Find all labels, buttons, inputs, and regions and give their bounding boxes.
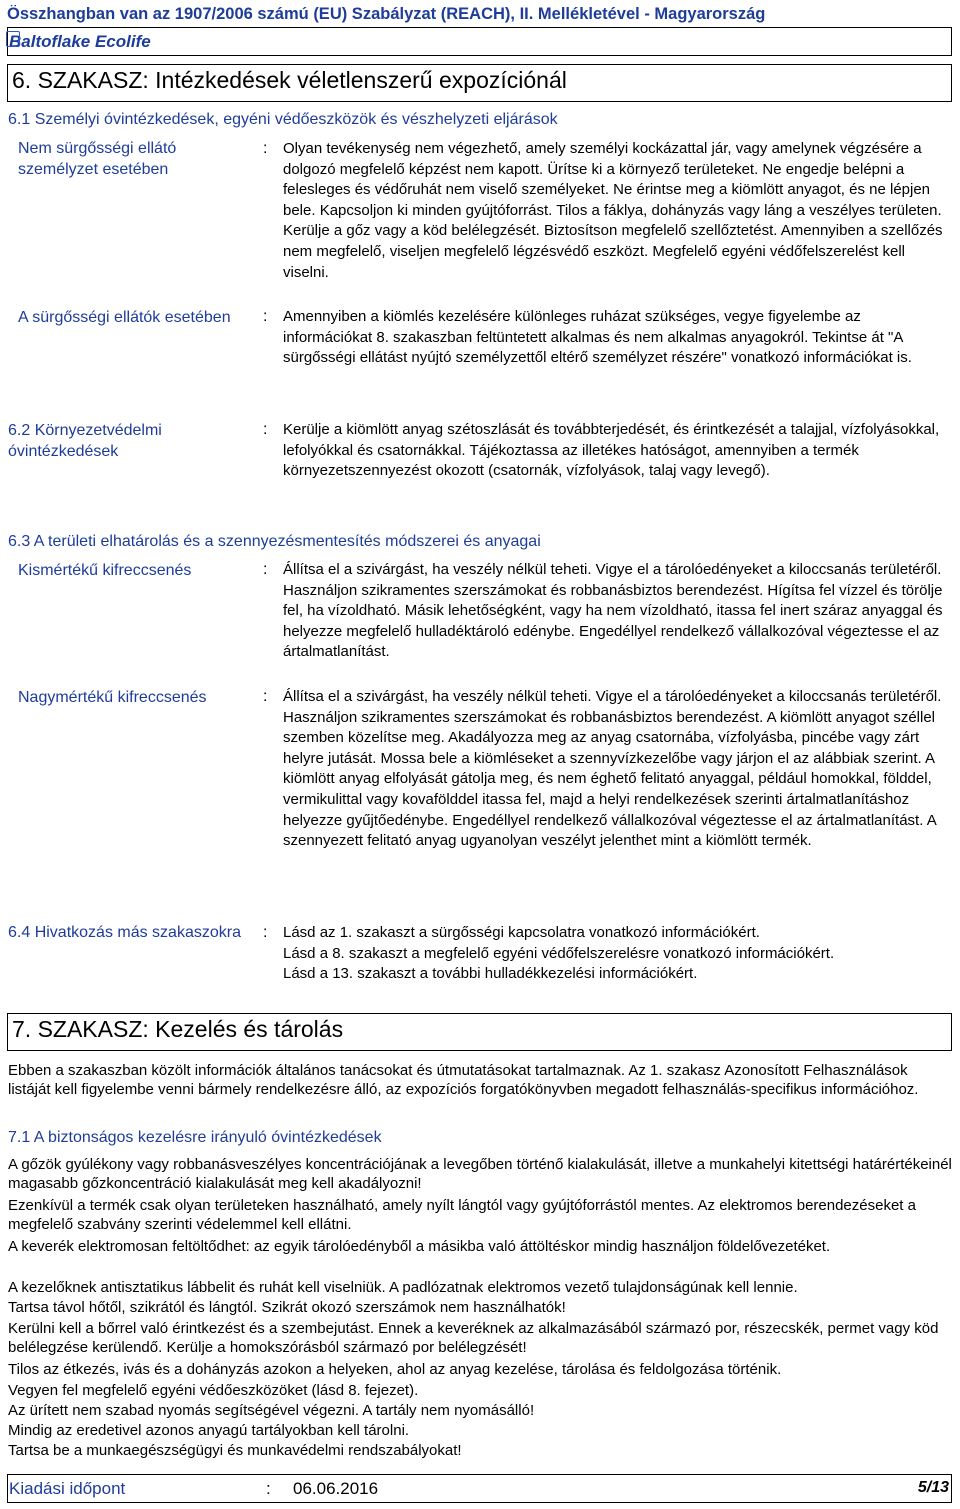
colon-separator: : (263, 140, 268, 157)
section-7-intro: Ebben a szakaszban közölt információk általános tanácsokat és útmutatásokat tartalmaznak. Az 1. szakasz Azonosított Felhasználások listáját kell figyelembe venni bármely rendelkezésre álló, az expozíciós forgatókönyvben megadott felhasználás-specifikus információhoz. (8, 1062, 919, 1099)
label-emergency-responders: A sürgősségi ellátók esetében (18, 309, 231, 326)
label-environmental-precautions: 6.2 Környezetvédelmi óvintézkedések (8, 422, 162, 460)
page-number: 5/13 (917, 1479, 949, 1496)
subsection-6-1-title: 6.1 Személyi óvintézkedések, egyéni védőeszközök és vészhelyzeti eljárások (8, 111, 558, 128)
product-name-box (7, 27, 952, 56)
safe-handling-paragraph: Az ürített nem szabad nyomás segítségével végezni. A tartály nem nyomásálló! (8, 1402, 535, 1419)
label-large-spill: Nagymértékű kifreccsenés (18, 689, 207, 706)
value-non-emergency-personnel: Olyan tevékenység nem végezhető, amely személyi kockázattal jár, vagy amelynek végzésére a dolgozó megfelelő képzést nem kapott. Ürítse ki a környező területeket. Ne engedje belépni a felesleges és védőruhát nem viselő személyeket. Ne érintse meg a kiömlött anyagot, és ne lépjen bele. Kapcsoljon ki minden gyújtóforrást. Tilos a fáklya, dohányzás vagy láng a veszélyes területen. Kerülje a gőz vagy a köd belélegzését. Biztosítson megfelelő szellőztetést. Amennyiben a szellőzés nem megfelelő, viseljen megfelelő légzésvédő eszközt. Megfelelő egyéni védőfelszerelést kell viselni. (283, 140, 943, 281)
value-reference-other-sections (283, 923, 948, 985)
subsection-6-3-title: 6.3 A területi elhatárolás és a szennyezésmentesítés módszerei és anyagai (8, 533, 541, 550)
label-small-spill: Kismértékű kifreccsenés (18, 562, 192, 579)
reference-line: Lásd a 8. szakaszt a megfelelő egyéni védőfelszerelésre vonatkozó információkért. (283, 944, 835, 962)
section-6-title: 6. SZAKASZ: Intézkedések véletlenszerű expozíciónál (12, 67, 567, 93)
colon-separator: : (263, 924, 268, 941)
section-7-title-box (7, 1013, 952, 1051)
footer-bar (7, 1474, 952, 1503)
section-7-title: 7. SZAKASZ: Kezelés és tárolás (12, 1016, 344, 1042)
value-environmental-precautions: Kerülje a kiömlött anyag szétoszlását és továbbterjedését, és érintkezését a talajjal, vízfolyásokkal, lefolyókkal és csatornákkal. Tájékoztassa az illetékes hatóságot, amennyiben a termék környezetszennyezést okozott (csatornák, vízfolyások, talaj vagy levegő). (283, 421, 940, 480)
issue-date-label: Kiadási időpont (9, 1479, 126, 1498)
colon-separator: : (263, 688, 268, 705)
safe-handling-paragraph: Ezenkívül a termék csak olyan területeken használható, amely nyílt lángtól vagy gyújtóforrástól mentes. Az elektromos berendezéseket a megfelelő szabvány szerinti védelemmel kell ellátni. (8, 1197, 916, 1234)
reference-line: Lásd az 1. szakaszt a sürgősségi kapcsolatra vonatkozó információkért. (283, 924, 760, 941)
safe-handling-paragraph: Tartsa be a munkaegészségügyi és munkavédelmi rendszabályokat! (8, 1442, 462, 1459)
colon-separator: : (263, 421, 268, 438)
product-name: Baltoflake Ecolife (9, 32, 151, 51)
safe-handling-paragraph: Mindig az eredetivel azonos anyagú tartályokban kell tárolni. (8, 1422, 410, 1439)
safe-handling-paragraph: Tartsa távol hőtől, szikrától és lángtól. Szikrát okozó szerszámok nem használhatók! (8, 1299, 566, 1316)
safe-handling-paragraph: A kezelőknek antisztatikus lábbelit és ruhát kell viselniük. A padlózatnak elektromos vezető tulajdonságúnak kell lennie. (8, 1279, 798, 1296)
value-large-spill: Állítsa el a szivárgást, ha veszély nélkül teheti. Vigye el a tárolóedényeket a kiloccsanás területéről. Használjon szikramentes szerszámokat és robbanásbiztos berendezést. A kiömlött anyagot széllel szemben közelítse meg. Akadályozza meg az anyag csatornába, vízfolyásba, pincébe vagy zárt helyre jutását. Mossa bele a kiömléseket a szennyvízkezelőbe vagy járjon el az alábbiak szerint. A kiömlött anyag elfolyását gátolja meg, és nem éghető felitató anyaggal, például homokkal, földdel, vermikulittal vagy kovafölddel itassa fel, majd a helyi rendelkezések szerinti ártalmatlanításhoz helyezze gyűjtőedénybe. Engedéllyel rendelkező vállalkozóval végeztesse el az ártalmatlanítást. A szennyezett felitató anyag ugyanolyan veszélyt jelenthet mint a kiömlött termék. (283, 688, 942, 850)
reference-line: Lásd a 13. szakaszt a további hulladékkezelési információkért. (283, 965, 698, 983)
safe-handling-paragraph: A gőzök gyúlékony vagy robbanásveszélyes koncentrációjának a levegőben történő kialakulását, illetve a munkahelyi kitettségi határértékeinél magasabb gőzkoncentráció kialakulását meg kell akadályozni! (8, 1156, 952, 1193)
logo-mark-icon (6, 31, 20, 47)
subsection-7-1-title: 7.1 A biztonságos kezelésre irányuló óvintézkedések (8, 1129, 382, 1146)
safe-handling-paragraph: Tilos az étkezés, ivás és a dohányzás azokon a helyeken, ahol az anyag kezelése, tárolása és feldolgozása történik. (8, 1361, 782, 1378)
value-small-spill: Állítsa el a szivárgást, ha veszély nélkül teheti. Vigye el a tárolóedényeket a kiloccsanás területéről. Használjon szikramentes szerszámokat és robbanásbiztos berendezést. Hígítsa fel vízzel és törölje fel, ha vízoldható. Másik lehetőségként, vagy ha nem vízoldható, itassa fel inert száraz anyaggal és helyezze megfelelő hulladéktároló edénybe. Engedéllyel rendelkező vállalkozóval végeztesse el az ártalmatlanítást. (283, 561, 943, 661)
value-emergency-responders: Amennyiben a kiömlés kezelésére különleges ruházat szükséges, vegye figyelembe az információkat 8. szakaszban feltüntetett alkalmas és nem alkalmas anyagokról. Tekintse át "A sürgősségi ellátást nyújtó személyzettől eltérő személyzet részére" vonatkozó információkat is. (283, 308, 912, 367)
colon-separator: : (263, 561, 268, 578)
safe-handling-paragraph: Kerülni kell a bőrrel való érintkezést és a szembejutást. Ennek a keveréknek az alkalmazásából származó por, részecskék, permet vagy köd belélegzése kerülendő. Kerülje a homokszórásból származó por belélegzését! (8, 1320, 939, 1357)
safe-handling-paragraph: Vegyen fel megfelelő egyéni védőeszközöket (lásd 8. fejezet). (8, 1382, 419, 1399)
safe-handling-paragraph: A keverék elektromosan feltöltődhet: az egyik tárolóedényből a másikba való áttöltéskor mindig használjon földelővezetéket. (8, 1238, 831, 1255)
issue-date-value: 06.06.2016 (293, 1479, 379, 1498)
section-6-title-box (7, 64, 952, 102)
colon-separator: : (266, 1479, 271, 1498)
label-reference-other-sections: 6.4 Hivatkozás más szakaszokra (8, 924, 241, 941)
colon-separator: : (263, 308, 268, 325)
document-header-title: Összhangban van az 1907/2006 számú (EU) Szabályzat (REACH), II. Mellékletével - Magyarország (7, 5, 766, 23)
label-non-emergency-personnel: Nem sürgősségi ellátó személyzet esetében (18, 140, 177, 178)
